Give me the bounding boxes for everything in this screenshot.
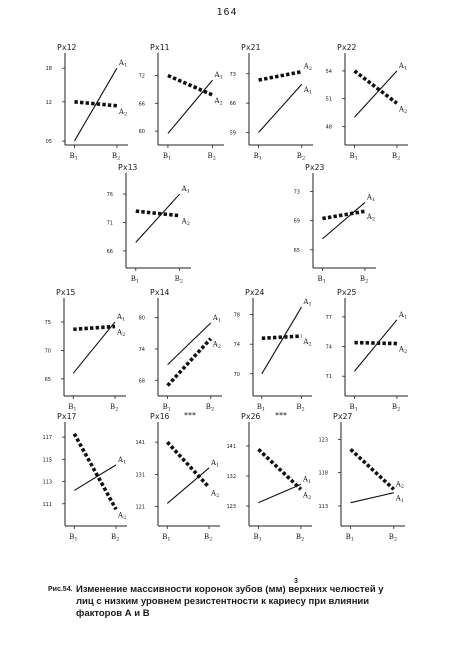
y-tick-label: 70 xyxy=(233,371,240,378)
x-tick-label: $B_2$ xyxy=(205,403,215,413)
series-label: $A_2$ xyxy=(214,96,223,107)
x-tick-label: $B_1$ xyxy=(253,533,262,543)
y-tick-label: 73 xyxy=(293,189,300,196)
series-line xyxy=(136,194,180,242)
series-label: $A_1$ xyxy=(398,310,408,321)
y-tick-label: 51 xyxy=(325,96,332,103)
x-tick-label: $B_1$ xyxy=(345,533,354,543)
y-tick-label: 80 xyxy=(138,315,145,322)
y-tick-label: 69 xyxy=(293,218,300,225)
chart-title: Px17 xyxy=(57,412,77,421)
series-label: $A_2$ xyxy=(395,480,405,490)
series-label: $A_1$ xyxy=(214,71,223,81)
page-number: 164 xyxy=(216,7,238,18)
series-line xyxy=(258,449,300,489)
x-tick-label: $B_1$ xyxy=(253,152,262,162)
series-label: $A_1$ xyxy=(302,475,312,485)
series-line xyxy=(262,336,302,338)
series-line xyxy=(259,72,302,80)
series-label: $A_1$ xyxy=(303,86,313,96)
x-tick-label: $B_1$ xyxy=(162,403,171,413)
y-tick-label: 74 xyxy=(325,344,332,351)
y-tick-label: 05 xyxy=(45,139,52,146)
caption-text xyxy=(76,584,446,620)
y-tick-label: 71 xyxy=(106,220,113,227)
y-tick-label: 65 xyxy=(293,247,300,254)
caption-line-3: факторов А и В xyxy=(76,608,150,619)
y-tick-label: 141 xyxy=(135,440,145,447)
series-label: $A_1$ xyxy=(118,59,128,69)
caption-superscript: 3 xyxy=(294,578,298,585)
series-line xyxy=(259,84,302,132)
y-tick-label: 113 xyxy=(42,479,52,486)
significance-marker: *** xyxy=(275,411,287,420)
series-line xyxy=(258,484,300,502)
y-tick-label: 74 xyxy=(233,342,240,349)
series-label: $A_1$ xyxy=(398,61,408,72)
significance-marker: *** xyxy=(184,411,196,420)
x-tick-label: $B_1$ xyxy=(69,533,78,543)
x-tick-label: $B_2$ xyxy=(111,533,120,543)
y-tick-label: 66 xyxy=(138,101,145,108)
x-tick-label: $B_1$ xyxy=(256,403,266,413)
y-tick-label: 132 xyxy=(226,474,236,480)
series-line xyxy=(322,211,364,218)
x-tick-label: $B_2$ xyxy=(207,152,216,162)
x-tick-label: $B_2$ xyxy=(295,533,305,543)
x-tick-label: $B_1$ xyxy=(130,275,140,285)
y-tick-label: 60 xyxy=(138,129,145,136)
x-tick-label: $B_1$ xyxy=(349,152,358,162)
series-label: $A_2$ xyxy=(398,345,408,356)
chart-title: Px23 xyxy=(305,163,325,172)
series-label: $A_2$ xyxy=(211,489,220,499)
y-tick-label: 123 xyxy=(226,504,236,510)
x-tick-label: $B_2$ xyxy=(204,533,213,543)
series-line xyxy=(168,76,213,95)
series-line xyxy=(351,449,394,489)
chart-title: Px21 xyxy=(241,43,261,52)
y-tick-label: 48 xyxy=(325,124,332,131)
y-tick-label: 141 xyxy=(226,444,236,450)
x-tick-label: $B_2$ xyxy=(391,152,401,162)
caption-line-2: лиц с низким уровнем резистентности к кариесу при влиянии xyxy=(76,596,370,607)
x-tick-label: $B_2$ xyxy=(359,275,369,285)
chart-title: Px27 xyxy=(333,412,353,421)
series-line xyxy=(168,339,211,386)
y-tick-label: 70 xyxy=(44,348,51,355)
y-tick-label: 74 xyxy=(138,347,145,353)
series-label: $A_1$ xyxy=(212,313,222,324)
caption-line-1: Изменение массивности коронок зубов (мм) верхних челюстей у xyxy=(76,584,384,595)
y-tick-label: 68 xyxy=(138,378,145,385)
y-tick-label: 59 xyxy=(229,130,236,137)
series-label: $A_2$ xyxy=(212,340,222,351)
series-label: $A_2$ xyxy=(181,217,190,228)
series-label: $A_2$ xyxy=(366,213,376,223)
y-tick-label: 66 xyxy=(229,101,236,108)
series-line xyxy=(322,202,364,238)
series-label: $A_1$ xyxy=(395,494,405,505)
chart-title: Px13 xyxy=(118,163,138,172)
series-label: $A_1$ xyxy=(366,193,376,203)
x-tick-label: $B_2$ xyxy=(388,533,398,543)
series-line xyxy=(354,343,396,344)
series-line xyxy=(167,468,209,503)
series-line xyxy=(351,493,394,503)
series-label: $A_2$ xyxy=(302,491,312,501)
series-label: $A_2$ xyxy=(398,105,408,115)
y-tick-label: 118 xyxy=(318,470,328,477)
series-label: $A_2$ xyxy=(118,107,128,118)
series-label: $A_1$ xyxy=(118,455,127,466)
x-tick-label: $B_2$ xyxy=(296,152,306,162)
y-tick-label: 121 xyxy=(135,504,145,511)
x-tick-label: $B_1$ xyxy=(349,403,358,413)
x-tick-label: $B_2$ xyxy=(391,403,401,413)
y-tick-label: 18 xyxy=(45,66,52,73)
y-tick-label: 123 xyxy=(318,437,328,444)
series-label: $A_1$ xyxy=(117,312,126,323)
y-tick-label: 12 xyxy=(45,99,52,106)
chart-title: Px11 xyxy=(150,43,170,52)
y-tick-label: 117 xyxy=(42,435,52,442)
caption-label: Рис.54. xyxy=(48,586,73,593)
series-line xyxy=(262,307,302,374)
y-tick-label: 77 xyxy=(325,314,332,321)
chart-title: Px15 xyxy=(56,288,76,297)
series-line xyxy=(354,320,396,371)
y-tick-label: 66 xyxy=(106,248,113,255)
series-label: $A_2$ xyxy=(303,62,313,73)
x-tick-label: $B_2$ xyxy=(296,403,305,413)
y-tick-label: 115 xyxy=(42,457,52,464)
series-label: $A_2$ xyxy=(118,511,127,521)
x-tick-label: $B_1$ xyxy=(68,403,77,413)
x-tick-label: $B_2$ xyxy=(111,152,121,162)
y-tick-label: 76 xyxy=(106,192,113,199)
y-tick-label: 72 xyxy=(138,73,145,80)
series-line xyxy=(168,323,211,365)
x-tick-label: $B_2$ xyxy=(174,275,184,285)
chart-title: Px24 xyxy=(245,288,265,297)
series-line xyxy=(354,71,396,103)
x-tick-label: $B_1$ xyxy=(162,533,171,543)
y-tick-label: 71 xyxy=(325,374,332,381)
y-tick-label: 75 xyxy=(44,319,51,326)
y-tick-label: 111 xyxy=(42,501,52,508)
chart-title: Px25 xyxy=(337,288,357,297)
series-label: $A_2$ xyxy=(117,328,126,338)
x-tick-label: $B_1$ xyxy=(162,152,172,162)
x-tick-label: $B_1$ xyxy=(69,152,78,162)
series-line xyxy=(167,442,209,487)
chart-title: Px26 xyxy=(241,412,261,421)
x-tick-label: $B_1$ xyxy=(317,275,326,285)
y-tick-label: 131 xyxy=(135,472,145,479)
series-label: $A_1$ xyxy=(211,458,220,469)
y-tick-label: 54 xyxy=(325,68,332,75)
series-label: $A_2$ xyxy=(303,338,312,348)
chart-title: Px14 xyxy=(150,288,170,297)
chart-title: Px16 xyxy=(150,412,170,421)
y-tick-label: 65 xyxy=(44,376,51,383)
series-label: $A_1$ xyxy=(303,298,312,308)
x-tick-label: $B_2$ xyxy=(110,403,119,413)
chart-title: Px12 xyxy=(57,43,77,52)
series-line xyxy=(354,71,396,117)
series-line xyxy=(136,211,180,216)
y-tick-label: 78 xyxy=(233,312,240,319)
y-tick-label: 73 xyxy=(229,71,236,78)
y-tick-label: 113 xyxy=(318,504,328,510)
series-line xyxy=(74,434,116,510)
series-line xyxy=(168,80,213,133)
series-label: $A_1$ xyxy=(181,185,190,195)
chart-title: Px22 xyxy=(337,43,357,52)
